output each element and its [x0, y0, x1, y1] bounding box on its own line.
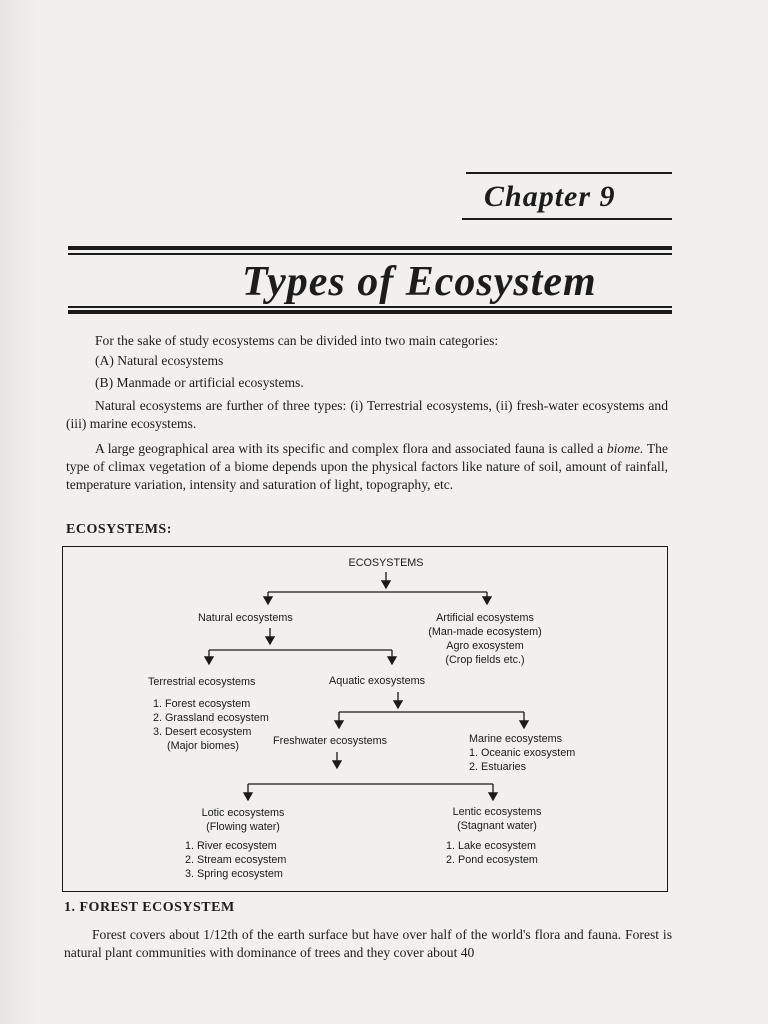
page-title: Types of Ecosystem — [242, 259, 597, 305]
terrestrial-item-3: 3. Desert ecosystem — [153, 726, 252, 738]
node-artificial — [405, 611, 565, 667]
category-b: (B) Manmade or artificial ecosystems. — [95, 375, 304, 390]
node-terrestrial: Terrestrial ecosystems — [148, 676, 256, 688]
artificial-line-3: Agro exosystem — [446, 640, 524, 652]
ecosystems-heading: ECOSYSTEMS: — [66, 522, 172, 537]
lotic-line-1: Lotic ecosystems — [201, 807, 285, 819]
biome-term: biome. — [606, 441, 644, 456]
lentic-list — [446, 839, 538, 867]
node-lotic — [178, 806, 308, 834]
forest-paragraph — [64, 926, 672, 962]
marine-item-1: 1. Oceanic exosystem — [469, 747, 576, 759]
node-natural: Natural ecosystems — [198, 612, 293, 624]
biome-text-post: The type of climax vegetation of a biome depends upon the physical factors like nature of soil, amount of rainfall, temperature variation, intensity and saturation of light, topography, etc. — [66, 441, 668, 492]
node-aquatic: Aquatic exosystems — [329, 675, 426, 687]
lotic-item-1: 1. River ecosystem — [185, 840, 277, 852]
forest-ecosystem-heading: 1. FOREST ECOSYSTEM — [64, 900, 235, 915]
forest-text: Forest covers about 1/12th of the earth surface but have over half of the world's flora and fauna. Forest is natural plant communities with dominance of trees and they cover about 40 — [64, 927, 672, 960]
lentic-line-1: Lentic ecosystems — [452, 806, 542, 818]
lotic-item-3: 3. Spring ecosystem — [185, 868, 283, 880]
artificial-line-2: (Man-made ecosystem) — [428, 626, 542, 638]
node-lentic — [432, 805, 562, 833]
natural-types-text: Natural ecosystems are further of three types: (i) Terrestrial ecosystems, (ii) fresh-water ecosystems and (iii) marine ecosystems. — [66, 398, 668, 431]
marine-list — [469, 746, 575, 774]
terrestrial-list — [153, 697, 269, 753]
lotic-item-2: 2. Stream ecosystem — [185, 854, 287, 866]
artificial-line-4: (Crop fields etc.) — [445, 654, 525, 666]
biome-text-pre: A large geographical area with its specific and complex flora and associated fauna is called a — [95, 441, 607, 456]
node-marine: Marine ecosystems — [469, 733, 563, 745]
marine-item-2: 2. Estuaries — [469, 761, 527, 773]
lentic-line-2: (Stagnant water) — [457, 820, 537, 832]
artificial-line-1: Artificial ecosystems — [436, 612, 534, 624]
node-freshwater: Freshwater ecosystems — [273, 735, 387, 747]
lentic-item-2: 2. Pond ecosystem — [446, 854, 538, 866]
lentic-item-1: 1. Lake ecosystem — [446, 840, 537, 852]
node-ecosystems-root: ECOSYSTEMS — [348, 557, 424, 569]
category-a: (A) Natural ecosystems — [95, 353, 224, 368]
intro-line: For the sake of study ecosystems can be divided into two main categories: — [95, 333, 499, 348]
lotic-line-2: (Flowing water) — [206, 821, 280, 833]
terrestrial-item-1: 1. Forest ecosystem — [153, 698, 251, 710]
terrestrial-item-note: (Major biomes) — [167, 740, 239, 752]
chapter-label: Chapter 9 — [484, 180, 616, 213]
lotic-list — [185, 839, 286, 881]
terrestrial-item-2: 2. Grassland ecosystem — [153, 712, 269, 724]
